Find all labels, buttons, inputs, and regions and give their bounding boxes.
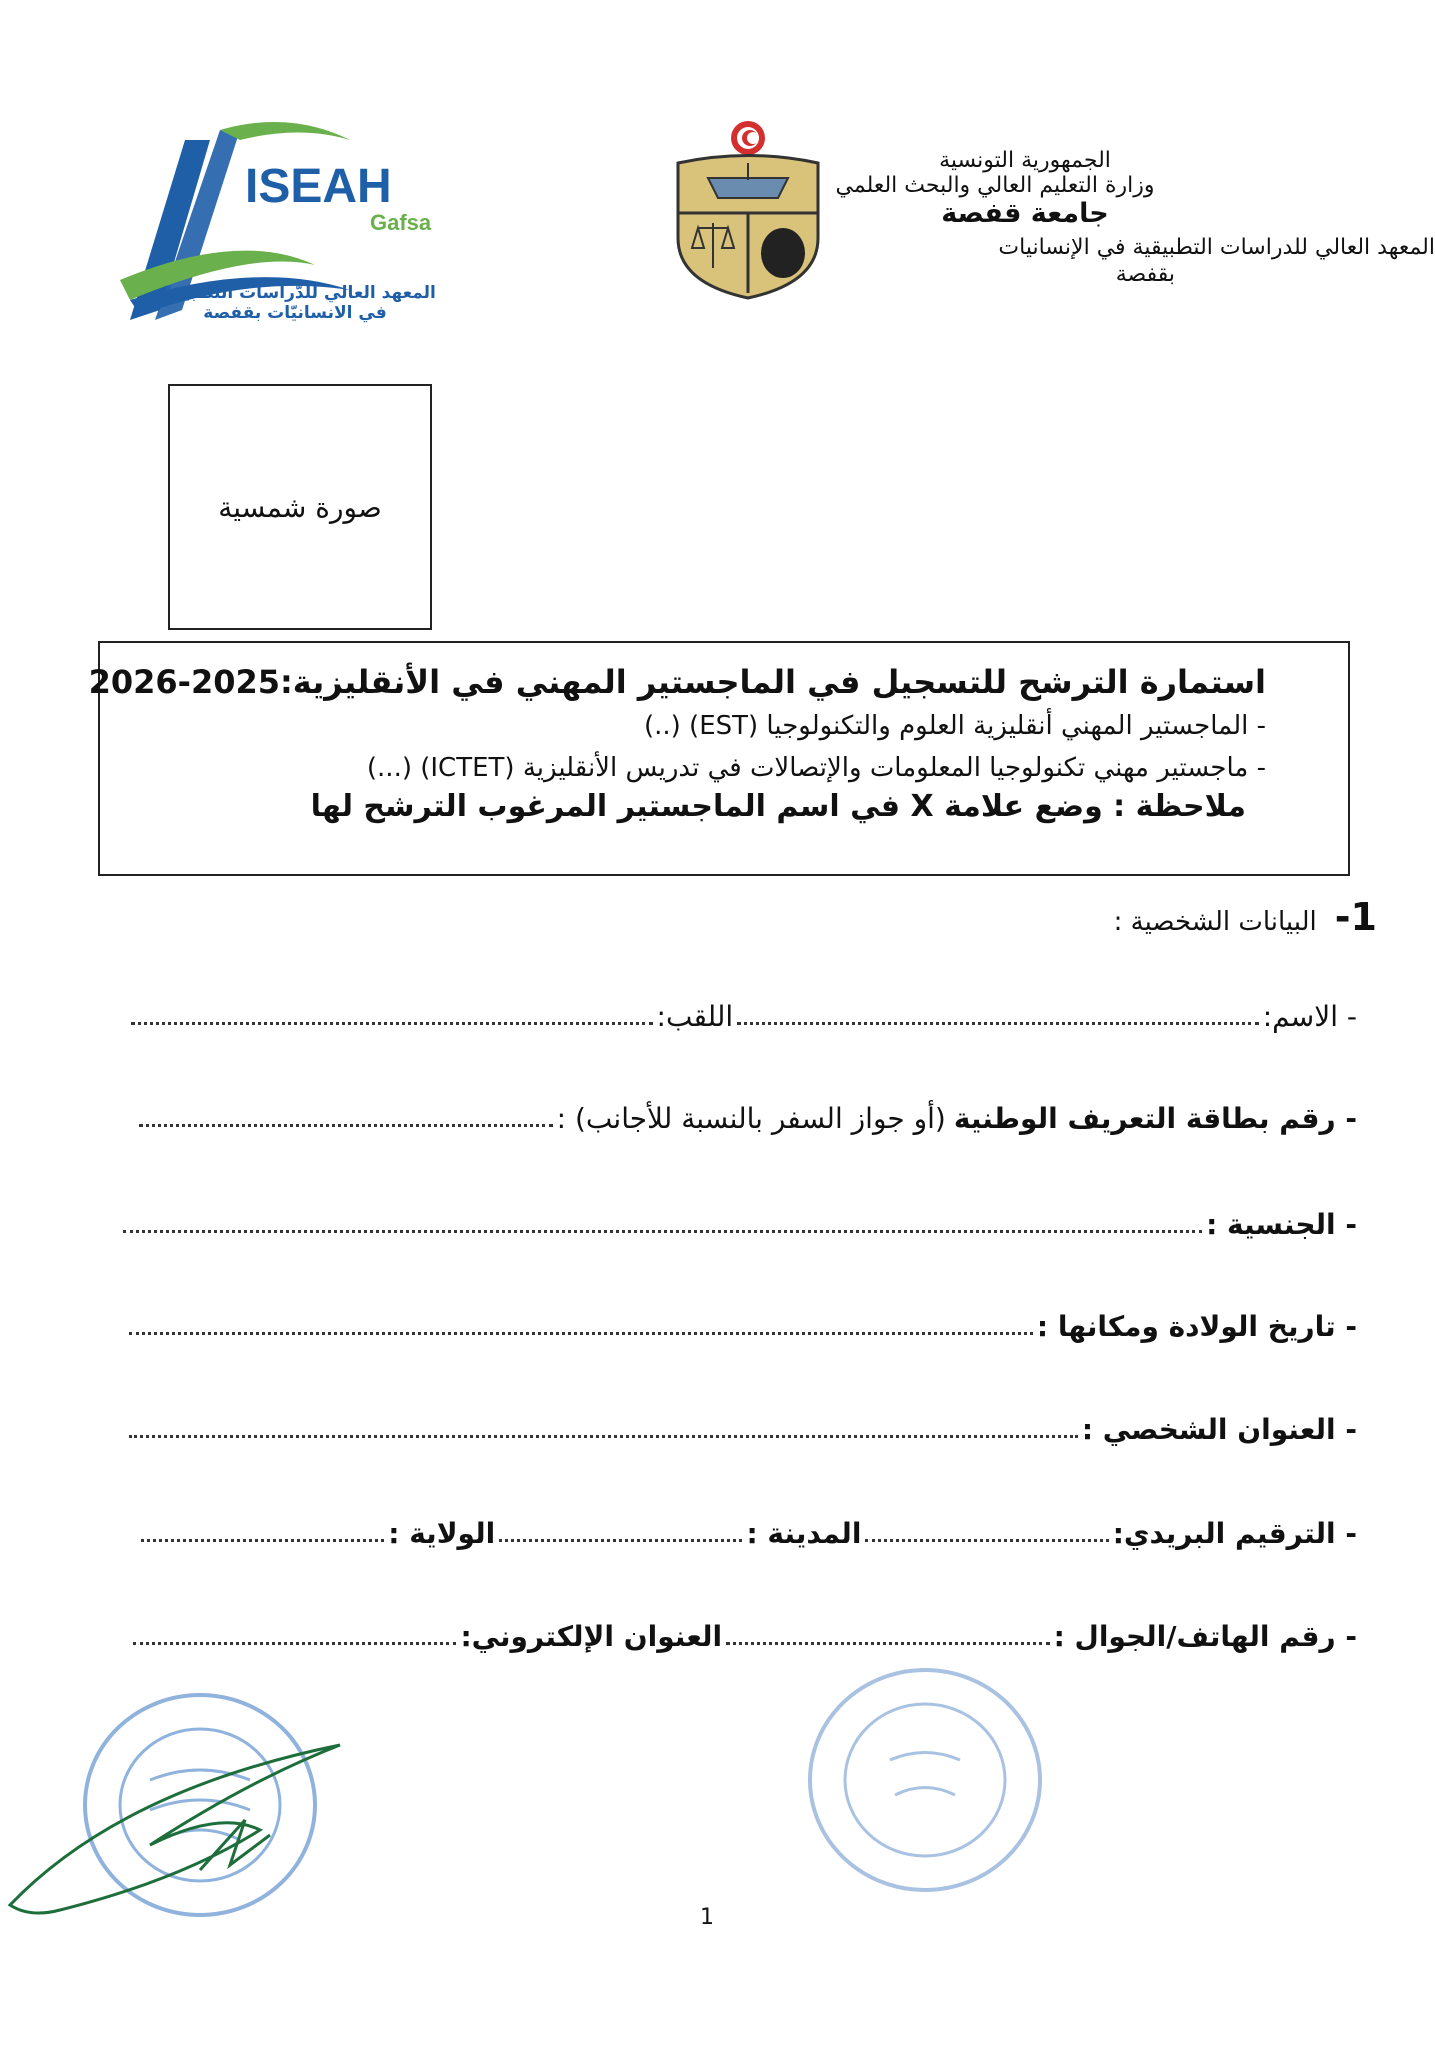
logo-name: ISEAH	[245, 160, 392, 213]
row-name	[127, 1000, 1357, 1033]
logo-caption-line1: المعهد العالي للدّراسات التطبيقيّة	[154, 283, 436, 303]
nationality-field[interactable]	[123, 1224, 1202, 1233]
row-nationality	[119, 1208, 1357, 1241]
birth-field[interactable]	[129, 1326, 1033, 1335]
institute-name: المعهد العالي للدراسات التطبيقية في الإنسانيات	[998, 235, 1435, 260]
row-postal	[137, 1517, 1357, 1550]
form-title-text: استمارة الترشح للتسجيل في الماجستير المهني في الأنقليزية:	[280, 663, 1266, 701]
logo-caption-line2: في الانسانيّات بقفصة	[203, 303, 387, 323]
phone-label: - رقم الهاتف/الجوال :	[1053, 1620, 1357, 1653]
section-number: 1-	[1334, 895, 1377, 939]
ministry-name: وزارة التعليم العالي والبحث العلمي	[835, 173, 1155, 198]
option-ictet[interactable]: - ماجستير مهني تكنولوجيا المعلومات والإتصالات في تدريس الأنقليزية (ICTET) (...)	[366, 753, 1266, 783]
university-name: جامعة قفصة	[941, 198, 1109, 229]
name-field[interactable]	[737, 1016, 1259, 1025]
city-label: المدينة :	[746, 1517, 862, 1550]
surname-label: اللقب:	[656, 1000, 734, 1033]
surname-field[interactable]	[131, 1016, 653, 1025]
address-label: - العنوان الشخصي :	[1081, 1413, 1357, 1446]
row-id-card	[135, 1102, 1357, 1135]
name-label: - الاسم:	[1262, 1000, 1357, 1033]
state-label: الولاية :	[388, 1517, 496, 1550]
birth-label: - تاريخ الولادة ومكانها :	[1036, 1310, 1357, 1343]
university-stamp	[800, 1660, 1050, 1900]
form-title	[88, 663, 1266, 701]
row-address	[125, 1413, 1357, 1446]
id-card-field[interactable]	[139, 1118, 553, 1127]
logo-city: Gafsa	[370, 210, 432, 235]
section-title: البيانات الشخصية :	[1113, 907, 1317, 937]
email-label: العنوان الإلكتروني:	[460, 1620, 723, 1653]
email-field[interactable]	[133, 1636, 456, 1645]
photo-box-label: صورة شمسية	[218, 490, 382, 524]
nationality-label: - الجنسية :	[1206, 1208, 1357, 1241]
postal-label: - الترقيم البريدي:	[1112, 1517, 1357, 1550]
page-number: 1	[700, 1905, 714, 1930]
institute-city: بقفصة	[1115, 262, 1175, 287]
selection-note: ملاحظة : وضع علامة X في اسم الماجستير المرغوب الترشح لها	[310, 789, 1246, 824]
section-personal-data	[1114, 895, 1377, 939]
postal-field[interactable]	[865, 1533, 1108, 1542]
logo-caption	[105, 283, 485, 323]
phone-field[interactable]	[726, 1636, 1049, 1645]
academic-year: 2025-2026	[88, 663, 280, 701]
state-field[interactable]	[141, 1533, 384, 1542]
id-card-note: (أو جواز السفر بالنسبة للأجانب) :	[556, 1102, 946, 1135]
ministry-header	[725, 148, 1435, 287]
photo-box[interactable]	[168, 384, 432, 630]
row-birth	[125, 1310, 1357, 1343]
republic-name: الجمهورية التونسية	[939, 148, 1111, 173]
id-card-label: - رقم بطاقة التعريف الوطنية	[953, 1102, 1357, 1135]
option-est[interactable]: - الماجستير المهني أنقليزية العلوم والتكنولوجيا (EST) (..)	[643, 711, 1266, 741]
institute-stamp-signature	[0, 1670, 380, 1930]
title-box	[88, 641, 1350, 876]
address-field[interactable]	[129, 1429, 1078, 1438]
row-phone	[129, 1620, 1357, 1653]
city-field[interactable]	[499, 1533, 742, 1542]
